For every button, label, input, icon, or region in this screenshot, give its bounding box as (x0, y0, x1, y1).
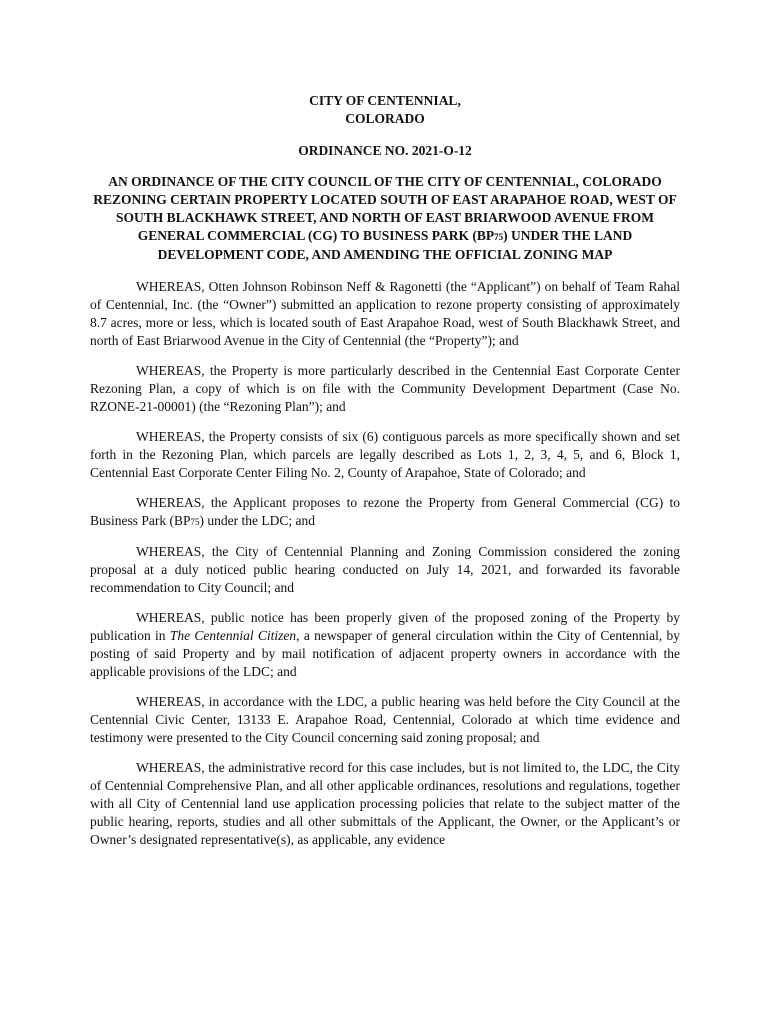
ordinance-number: ORDINANCE NO. 2021-O-12 (298, 143, 472, 158)
whereas-paragraph-6-text-b: , a newspaper of general circulation within the City of Centennial, by posting of said Property and by mail notification of adjacent property owners in accordance with the applicable provisions of the LDC; and (90, 628, 680, 679)
ordinance-title-part1: AN ORDINANCE OF THE CITY COUNCIL OF THE CITY OF CENTENNIAL, COLORADO REZONING CERTAIN PROPERTY LOCATED SOUTH OF EAST ARAPAHOE ROAD, WEST OF SOUTH BLACKHAWK STREET, AND NORTH OF EAST BRIARWOOD AVENUE FROM GENERAL COMMERCIAL (CG) TO BUSINESS PARK (BP (93, 174, 677, 243)
whereas-paragraph-2: WHEREAS, the Property is more particularly described in the Centennial East Corporate Center Rezoning Plan, a copy of which is on file with the Community Development Department (Case No. RZONE-21-00001) (the “Rezoning Plan”); and (90, 363, 680, 414)
whereas-paragraph-6-text-a: WHEREAS, public notice has been properly given of the proposed zoning of the Property by publication in (90, 610, 680, 643)
city-title (90, 92, 680, 128)
whereas-paragraph-4 (90, 494, 680, 531)
ordinance-title (90, 173, 680, 264)
whereas-paragraph-3: WHEREAS, the Property consists of six (6) contiguous parcels as more specifically shown and set forth in the Rezoning Plan, which parcels are legally described as Lots 1, 2, 3, 4, 5, and 6, Block 1, Centennial East Corporate Center Filing No. 2, County of Arapahoe, State of Colorado; and (90, 429, 680, 480)
city-title-line2: COLORADO (345, 111, 425, 126)
whereas-paragraph-4-text-b: ) under the LDC; and (199, 513, 315, 528)
newspaper-name: The Centennial Citizen (169, 628, 297, 643)
whereas-paragraph-8: WHEREAS, the administrative record for this case includes, but is not limited to, the LDC, the City of Centennial Comprehensive Plan, and all other applicable ordinances, resolutions and regulations, together with all City of Centennial land use application processing policies that relate to the subject matter of the public hearing, reports, studies and all other submittals of the Applicant, the Owner, or the Applicant’s or Owner’s designated representative(s), as applicable, any evidence (90, 760, 680, 847)
whereas-paragraph-1: WHEREAS, Otten Johnson Robinson Neff & Ragonetti (the “Applicant”) on behalf of Team Rahal of Centennial, Inc. (the “Owner”) submitted an application to rezone property consisting of approximately 8.7 acres, more or less, which is located south of East Arapahoe Road, west of South Blackhawk Street, and north of East Briarwood Avenue in the City of Centennial (the “Property”); and (90, 279, 680, 348)
document-page (90, 92, 680, 861)
whereas-paragraph-5: WHEREAS, the City of Centennial Planning and Zoning Commission considered the zoning proposal at a duly noticed public hearing conducted on July 14, 2021, and forwarded its favorable recommendation to City Council; and (90, 544, 680, 595)
whereas-paragraph-6 (90, 609, 680, 681)
whereas-paragraph-4-subscript: 75 (190, 517, 200, 527)
ordinance-title-part2: ) UNDER THE LAND DEVELOPMENT CODE, AND AMENDING THE OFFICIAL ZONING MAP (157, 228, 633, 262)
whereas-paragraph-7: WHEREAS, in accordance with the LDC, a public hearing was held before the City Council at the Centennial Civic Center, 13133 E. Arapahoe Road, Centennial, Colorado at which time evidence and testimony were presented to the City Council concerning said zoning proposal; and (90, 694, 680, 745)
city-title-line1: CITY OF CENTENNIAL, (309, 93, 461, 108)
whereas-paragraph-4-text-a: WHEREAS, the Applicant proposes to rezone the Property from General Commercial (CG) to Business Park (BP (90, 495, 680, 528)
ordinance-title-subscript: 75 (494, 232, 504, 242)
